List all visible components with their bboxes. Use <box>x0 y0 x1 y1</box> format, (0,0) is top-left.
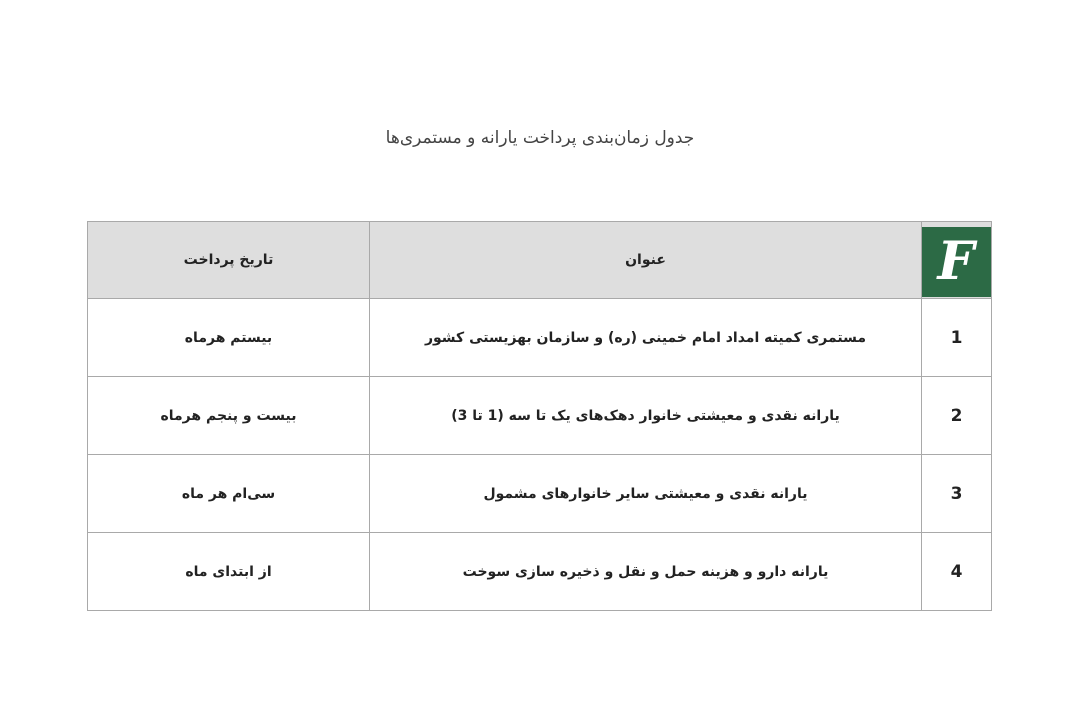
row-title <box>370 299 922 377</box>
table-header-row <box>88 222 992 299</box>
table-row <box>88 533 992 611</box>
row-number: 3 <box>922 455 992 533</box>
row-date <box>88 299 370 377</box>
row-number: 4 <box>922 533 992 611</box>
payment-schedule-table <box>87 221 992 611</box>
row-title-text: مستمری کمیته امداد امام خمینی (ره) و سازمان بهزیستی کشور <box>424 329 867 346</box>
row-title <box>370 455 922 533</box>
row-number: 2 <box>922 377 992 455</box>
row-number: 1 <box>922 299 992 377</box>
table-row <box>88 377 992 455</box>
row-title <box>370 533 922 611</box>
logo-header-cell <box>922 222 992 299</box>
row-title-text: یارانه نقدی و معیشتی خانوار دهک‌های یک تا سه (1 تا 3) <box>451 407 840 424</box>
table-row <box>88 455 992 533</box>
header-title: عنوان <box>370 222 922 299</box>
row-title-text: یارانه دارو و هزینه حمل و نقل و ذخیره سازی سوخت <box>462 563 829 580</box>
logo <box>921 227 991 297</box>
row-date <box>88 377 370 455</box>
table-row <box>88 299 992 377</box>
header-date: تاریخ پرداخت <box>88 222 370 299</box>
row-date-text: از ابتدای ماه <box>185 563 272 580</box>
logo-letter: F <box>937 230 975 292</box>
row-date-text: بیست و پنجم هرماه <box>160 407 297 424</box>
row-date-text: سی‌ام هر ماه <box>181 485 276 502</box>
row-date <box>88 455 370 533</box>
row-date <box>88 533 370 611</box>
row-title <box>370 377 922 455</box>
row-title-text: یارانه نقدی و معیشتی سایر خانوارهای مشمول <box>483 485 808 502</box>
row-date-text: بیستم هرماه <box>184 329 273 346</box>
page-title: جدول زمان‌بندی پرداخت یارانه و مستمری‌ها <box>385 128 695 148</box>
